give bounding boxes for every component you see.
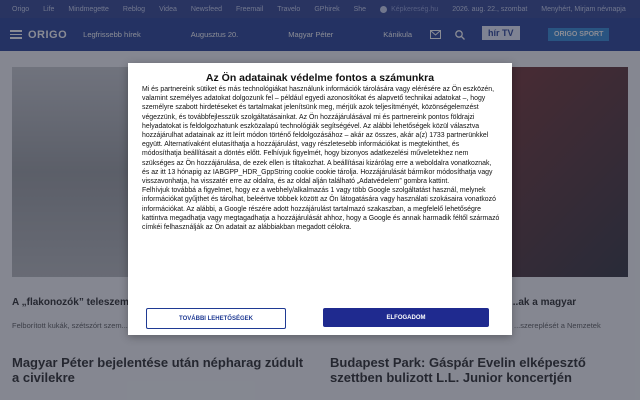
consent-text-1: Mi és partnereink sütiket és más technológiákat használunk információk tárolására vagy elérésére az Ön eszközén, valamint személyes adatokat dolgozunk fel – például egyedi azonosítókat és alapvető technikai adatokat –, hogy személyre szabott hirdetéseket és tartalmakat jelenítsünk meg, mérjük azok teljesítményét, közönségelemzést végezzünk, és továbbfejlesszük szolgáltatásainkat. Az Ön hozzájárulásával mi és partnereink pontos földrajzi helyadatokat is feldolgozhatunk eszközalapú technológiák segítségével. Az alábbi lehetőségek közül választva hozzájárulhat adatainak az itt leírt módon történő feldolgozásához – akár az összes, akár a(z) 1733 partnerünkkel együtt. Alternatívaként elutasíthatja a hozzájárulást, vagy részletesebb információkat is megtekinthet, és módosíthatja beállításait a döntés előtt. Felhívjuk figyelmét, hogy bizonyos adatkezelési műveletekhez nem szükséges az Ön hozzájárulása, de ezek ellen is tiltakozhat. A beállításai kizárólag erre a weboldalra vonatkoznak, és az itt 13 hónapig az IABGPP_HDR_GppString cookie cookie tárolja. Hozzájárulását bármikor módosíthatja vagy visszavonhatja, ha visszatér erre az oldalra, és az oldal alján található „Adatvédelem” gombra kattint. [142, 86, 494, 186]
accept-button[interactable]: ELFOGADOM [323, 308, 489, 327]
consent-body [142, 85, 500, 232]
consent-title: Az Ön adatainak védelme fontos a számunkra [205, 72, 435, 84]
consent-dialog [128, 63, 512, 335]
more-options-button[interactable]: TOVÁBBI LEHETŐSÉGEK [146, 308, 286, 329]
consent-text-2: Felhívjuk továbbá a figyelmet, hogy ez a webhely/alkalmazás 1 vagy több Google szolgáltatást használ, melynek információkat gyűjthet és tárolhat, beleértve többek között az Ön látogatására vagy használati szokásaira vonatkozó információkat. Az alábbi, a Google részére adott hozzájárulást tartalmazó szakaszban, a megfelelő lehetőségre kattintva megadhatja vagy megtagadhatja a hozzájárulását ahhoz, hogy a Google és annak harmadik féltől származó címkéi felhasználják az Ön adatait az alábbiakban megadott célokra. [142, 187, 500, 232]
